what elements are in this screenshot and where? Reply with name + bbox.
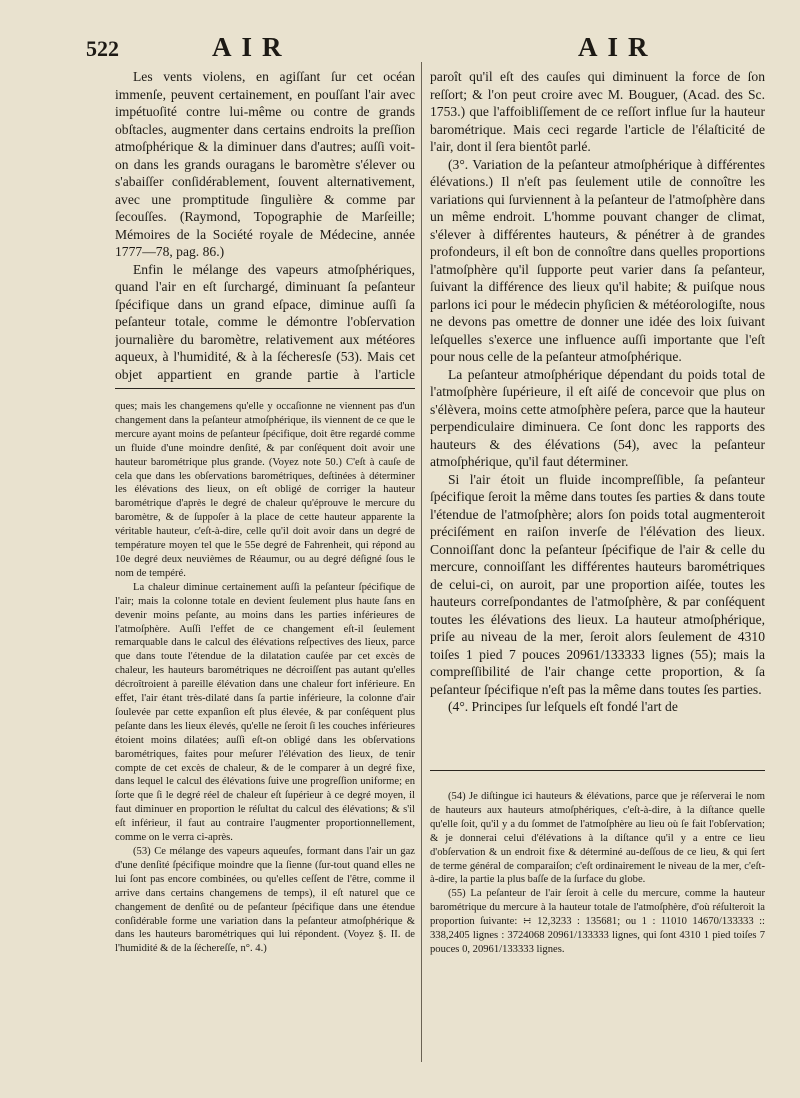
paragraph: Enfin le mélange des vapeurs atmoſphériques, quand l'air en eſt ſurchargé, diminuant ſa peſanteur ſpécifique dans un grand eſpace, diminue auſſi ſa peſanteur totale, comme le démontre l'obſervation journalière du baromètre, relativement aux météores aqueux, à l'humidité, & à la ſécheresſe (53). Mais cet objet appartient en grande partie à l'article bbox=[115, 261, 415, 382]
section-4-heading: (4°. Principes ſur leſquels eſt fondé l'art de bbox=[448, 699, 678, 714]
paragraph: Si l'air étoit un fluide incompreſſible, ſa peſanteur ſpécifique ſeroit la même dans toutes ſes parties & dans toute l'étendue de l'atmoſphère; alors ſon poids total augmenteroit préciſément en raiſon inverſe de l'élévation des lieux. Connoiſſant donc la peſanteur ſpécifique de l'air & celle du mercure, connoiſſant les différentes hauteurs barométriques de celui-ci, on auroit, par une proportion aiſée, toutes les hauteurs correſpondantes de l'atmoſphère, & par conſéquent toutes les élévations des lieux. La hauteur atmoſphérique, priſe au niveau de la mer, ſeroit alors ſeulement de 4310 toiſes 1 pied 7 pouces 20961/133333 lignes (55); mais la compreſſibilité de l'air change cette proportion, & ſa peſanteur ſpécifique n'eſt pas la même dans toutes ſes parties. bbox=[430, 471, 765, 697]
left-column-footnotes bbox=[115, 400, 415, 1066]
paragraph: paroît qu'il eſt des cauſes qui diminuent la force de ſon reſſort; & l'on peut croire avec M. Bouguer, (Acad. des Sc. 1753.) que l'affoibliſſement de ce reſſort influe ſur la hauteur barométrique. Mais ceci regarde l'article de l'élaſticité de l'air, dont il ſera bientôt parlé. bbox=[430, 69, 765, 154]
page-number: 522 bbox=[86, 36, 119, 61]
column-divider bbox=[421, 62, 422, 1062]
section-3-paragraph: (3°. Variation de la peſanteur atmoſphérique à différentes élévations.) Il n'eſt pas ſeulement utile de connoître les variations qui ſurviennent à la peſanteur de l'atmoſphère dans un même endroit. L'homme pouvant changer de climat, s'élever à différentes hauteurs, & pénétrer à de grandes profondeurs, il eſt bon de connoître dans quelles proportions l'atmoſphère qu'il ſupporte peut varier dans ſa peſanteur, ſuivant la différence des lieux qu'il habite; & puiſque nous parlons ici pour le médecin phyſicien & météorologiſte, nous ne devons pas omettre de donner une idée des loix ſuivant leſquelles s'exerce une influence auſſi importante que l'eſt pour nous celle de la peſanteur atmoſphérique. bbox=[430, 156, 765, 364]
footnote-separator bbox=[115, 388, 415, 389]
footnote-53: (53) Ce mélange des vapeurs aqueuſes, formant dans l'air un gaz d'une denſité ſpécifique moindre que la ſienne (ſur-tout quand elles ne lui ſont pas encore combinées, ou qu'elles ceſſent de l'être, comme il arrive dans certains changemens de temps), il eſt naturel que ce changement de denſité ou de peſanteur ſpécifique dans une étendue conſidérable forme une variation dans la peſanteur atmoſphérique & dans les hauteurs barométriques qui lui répondent. (Voyez §. II. de l'humidité & de la ſéchereſſe, n°. 4.) bbox=[115, 846, 415, 955]
running-title-right: AIR bbox=[578, 32, 658, 62]
footnote-separator bbox=[430, 770, 765, 771]
running-header bbox=[0, 32, 800, 66]
right-column-main-text bbox=[430, 68, 765, 758]
running-title-left: AIR bbox=[212, 32, 292, 62]
footnote-55: (55) La peſanteur de l'air ſeroit à celle du mercure, comme la hauteur barométrique du mercure à la hauteur totale de l'atmoſphère, d'où réſulteroit la proportion ſuivante: ∺ 12,3233 : 135681; ou 1 : 11010 14670/133333 :: 338,2405 lignes : 3724068 20961/133333 lignes, qui ſont 4310 1 pied toiſes 7 pouces 0, 20961/133333 lignes. bbox=[430, 888, 765, 955]
left-column-main-text bbox=[115, 68, 415, 384]
footnote-continuation: ques; mais les changemens qu'elle y occaſionne ne viennent pas d'un changement dans la peſanteur atmoſphérique, ils viennent de ce que le mercure ayant moins de peſanteur ſpécifique, doit être regardé comme un fluide d'une moindre denſité, & par conſéquent doit avoir une hauteur barométrique plus grande. (Voyez note 50.) C'eſt à cauſe de cela que dans les obſervations barométriques, deſtinées à déterminer les élévations des lieux, on eſt obligé de corriger la hauteur barométrique d'après le degré de chaleur qu'éprouve le mercure du baromètre, & de ſuppoſer à la place de cette hauteur apparente la véritable hauteur, c'eſt-à-dire, celle qu'il doit avoir dans un degré de température moyen tel que le 55e degré de Fahrenheit, qui répond au 10e degré deux neuvièmes de Réaumur, ou au degré déſigné ſous le nom de tempéré. bbox=[115, 401, 415, 579]
footnote-54: (54) Je diſtingue ici hauteurs & élévations, parce que je réſerverai le nom de hauteurs aux hauteurs atmoſphériques, c'eſt-à-dire, à la diſtance quelle qu'elle ſoit, qu'il y a du ſommet de l'atmoſphère au lieu où ſe fait l'obſervation; & je donnerai celui d'élévations à la diſtance qu'il y a entre ce lieu d'obſervation & un endroit fixe & déterminé au-deſſous de ce lieu, & qui ſert de terme général de comparaiſon; c'eſt ordinairement le niveau de la mer, c'eſt-à-dire, la partie la plus baſſe de la ſurface du globe. bbox=[430, 791, 765, 886]
paragraph: La peſanteur atmoſphérique dépendant du poids total de l'atmoſphère ſupérieure, il eſt aiſé de concevoir que plus on s'élèvera, moins cette atmoſphère peſera, parce que la hauteur perpendiculaire diminuera. Ce ſont donc les rapports des hauteurs & des élévations (54), avec la peſanteur atmoſphérique, qu'il faut déterminer. bbox=[430, 366, 765, 469]
footnote-paragraph: La chaleur diminue certainement auſſi la peſanteur ſpécifique de l'air; mais la colonne totale en devient ſeulement plus haute ſans en devenir moins peſante, au moins dans les parties inférieures de l'atmoſphère. Auſſi l'effet de ce changement eſt-il ſeulement remarquable dans le calcul des élévations reſpectives des lieux, parce que dans toute l'étendue de la dilatation cauſée par cet excès de chaleur, les hauteurs barométriques ne décroiſſent pas autant qu'elles décroîtroient à pareille élévation dans une chaleur fort inférieure. En effet, l'air étant très-dilaté dans ſa partie inférieure, la colonne d'air ſoulevée par cette expanſion eſt plus élevée, & par conſéquent plus peſante dans les lieux élevés, qu'elle ne ſeroit ſi les couches inférieures étoient moins dilatées; auſſi eſt-on obligé dans les obſervations barométriques, faites pour meſurer l'élévation des lieux, de tenir compte de cet excès de chaleur, & de le comparer à un degré fixe, dans lequel le calcul des élévations ſuive une progreſſion uniforme; en ſorte que ſi le degré réel de chaleur eſt ſupérieur à ce degré moyen, il faut diminuer en proportion le réſultat du calcul des élévations; & s'il eſt inférieur, il faut au contraire l'augmenter proportionnellement, comme on le verra ci-après. bbox=[115, 581, 415, 844]
right-column-footnotes bbox=[430, 790, 765, 1060]
paragraph: Les vents violens, en agiſſant ſur cet océan immenſe, peuvent certainement, en pouſſant l'air avec impétuoſité contre lui-même ou contre de grands obſtacles, augmenter dans certains endroits la preſſion atmoſphérique & la diminuer dans d'autres; auſſi voit-on dans les grands ouragans le baromètre s'élever ou s'abaiſſer conſidérablement, ſouvent alternativement, avec une promptitude ſingulière & comme par ſecouſſes. (Raymond, Topographie de Marſeille; Mémoires de la Société royale de Médecine, année 1777—78, pag. 86.) bbox=[115, 69, 415, 259]
